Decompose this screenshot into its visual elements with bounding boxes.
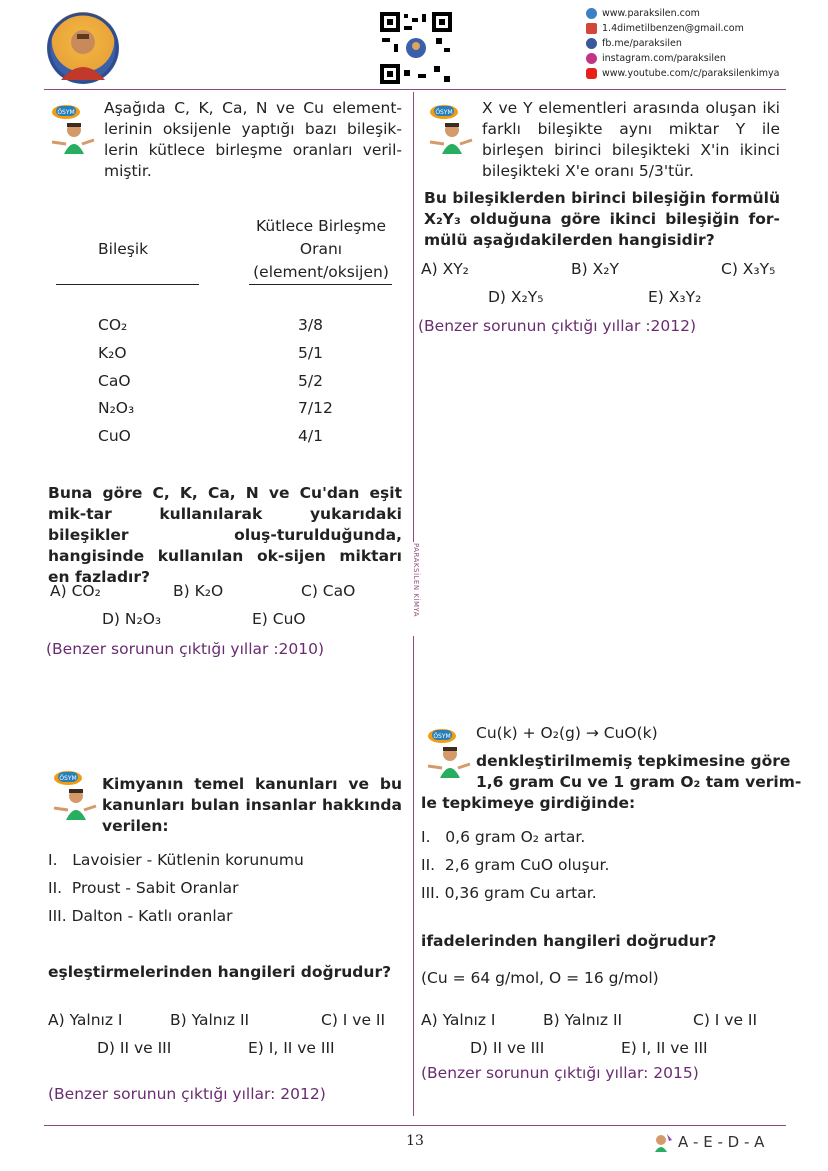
q4-reaction: Cu(k) + O₂(g) → CuO(k) — [476, 724, 658, 742]
youtube-icon — [586, 68, 597, 79]
header-rule — [44, 89, 786, 90]
q1-option-a[interactable]: A) CO₂ — [50, 582, 101, 600]
q1-option-e[interactable]: E) CuO — [252, 610, 306, 628]
q4-stem-b: 1,6 gram Cu ve 1 gram O₂ tam verim- — [476, 773, 802, 791]
q4-option-b[interactable]: B) Yalnız II — [543, 1011, 623, 1029]
q2-option-a[interactable]: A) XY₂ — [421, 260, 469, 278]
q2-option-c[interactable]: C) X₃Y₅ — [721, 260, 776, 278]
divider-label: PARAKSİLEN KİMYA — [412, 543, 420, 618]
table-row: CO₂ — [98, 316, 128, 334]
q2-years: (Benzer sorunun çıktığı yıllar :2012) — [418, 317, 697, 335]
table-row: CuO — [98, 427, 131, 445]
page-number: 13 — [406, 1133, 424, 1149]
osym-mascot-icon — [426, 728, 472, 780]
q3-option-b[interactable]: B) Yalnız II — [170, 1011, 250, 1029]
table-row: N₂O₃ — [98, 399, 135, 417]
table-row: 7/12 — [298, 399, 333, 417]
contact-list — [586, 6, 816, 81]
q3-option-a[interactable]: A) Yalnız I — [48, 1011, 123, 1029]
list-item: I. 0,6 gram O₂ artar. — [421, 828, 586, 846]
q2-option-b[interactable]: B) X₂Y — [571, 260, 619, 278]
column-divider-lower — [413, 636, 414, 1116]
svg-text:ÖSYM: ÖSYM — [57, 109, 75, 116]
table-row: 4/1 — [298, 427, 323, 445]
list-item: III. 0,36 gram Cu artar. — [421, 884, 597, 902]
q3-stem: Kimyanın temel kanunları ve bu kanunları bulan insanlar hakkında verilen: — [102, 775, 402, 835]
q1-option-c[interactable]: C) CaO — [301, 582, 356, 600]
contact-youtube[interactable]: www.youtube.com/c/paraksilenkimya — [586, 66, 816, 81]
svg-text:ÖSYM: ÖSYM — [435, 109, 453, 116]
q4-option-e[interactable]: E) I, II ve III — [621, 1039, 708, 1057]
mascot-small-icon — [652, 1132, 674, 1152]
contact-email[interactable]: 1.4dimetilbenzen@gmail.com — [586, 21, 816, 36]
author-avatar — [47, 12, 119, 84]
q4-option-c[interactable]: C) I ve II — [693, 1011, 758, 1029]
list-item: II. 2,6 gram CuO oluşur. — [421, 856, 610, 874]
contact-website[interactable]: www.paraksilen.com — [586, 6, 816, 21]
answer-key: A - E - D - A — [652, 1132, 764, 1152]
contact-instagram[interactable]: instagram.com/paraksilen — [586, 51, 816, 66]
q2-stem: X ve Y elementleri arasında oluşan iki farklı bileşikte aynı miktar Y ile birleşen birinci bileşikteki X'in ikinci bileşikteki X'e oranı 5/3'tür. — [482, 99, 780, 180]
gmail-icon — [586, 23, 597, 34]
instagram-icon — [586, 53, 597, 64]
svg-text:ÖSYM: ÖSYM — [433, 733, 451, 740]
q4-given: (Cu = 64 g/mol, O = 16 g/mol) — [421, 969, 659, 987]
q1-option-d[interactable]: D) N₂O₃ — [102, 610, 162, 628]
qr-code-icon[interactable] — [378, 10, 454, 86]
table-row: K₂O — [98, 344, 127, 362]
q3-option-e[interactable]: E) I, II ve III — [248, 1039, 335, 1057]
q2-option-e[interactable]: E) X₃Y₂ — [648, 288, 702, 306]
q4-stem-a: denkleştirilmemiş tepkimesine göre — [476, 752, 791, 770]
svg-text:ÖSYM: ÖSYM — [59, 775, 77, 782]
q4-stem-c: le tepkimeye girdiğinde: — [421, 794, 636, 812]
q1-question: Buna göre C, K, Ca, N ve Cu'dan eşit mik-tar kullanılarak yukarıdaki bileşikler oluş-turulduğunda, hangisinde kullanılan ok-sijen miktarı en fazladır? — [48, 484, 402, 586]
q1-col2-header: Kütlece Birleşme Oranı (element/oksijen) — [253, 217, 389, 281]
q4-question: ifadelerinden hangileri doğrudur? — [421, 932, 717, 950]
q1-col1-header: Bileşik — [98, 240, 149, 258]
contact-facebook[interactable]: fb.me/paraksilen — [586, 36, 816, 51]
q3-years: (Benzer sorunun çıktığı yıllar: 2012) — [48, 1085, 326, 1103]
q1-years: (Benzer sorunun çıktığı yıllar :2010) — [46, 640, 325, 658]
globe-icon — [586, 8, 597, 19]
list-item: III. Dalton - Katlı oranlar — [48, 907, 233, 925]
q3-option-c[interactable]: C) I ve II — [321, 1011, 386, 1029]
osym-mascot-icon — [52, 770, 98, 822]
q1-stem: Aşağıda C, K, Ca, N ve Cu element-lerinin oksijenle yaptığı bazı bileşik-lerin kütlece birleşme oranları veril-miştir. — [104, 99, 402, 180]
q2-question: Bu bileşiklerden birinci bileşiğin formülü X₂Y₃ olduğuna göre ikinci bileşiğin for-mülü aşağıdakilerden hangisidir? — [424, 189, 780, 249]
list-item: I. Lavoisier - Kütlenin korunumu — [48, 851, 304, 869]
table-row: 5/1 — [298, 344, 323, 362]
list-item: II. Proust - Sabit Oranlar — [48, 879, 239, 897]
table-row: 3/8 — [298, 316, 323, 334]
q2-option-d[interactable]: D) X₂Y₅ — [488, 288, 544, 306]
q4-option-d[interactable]: D) II ve III — [470, 1039, 545, 1057]
table-row: CaO — [98, 372, 131, 390]
q3-option-d[interactable]: D) II ve III — [97, 1039, 172, 1057]
footer-rule — [44, 1125, 786, 1126]
osym-mascot-icon — [428, 104, 474, 156]
q4-years: (Benzer sorunun çıktığı yıllar: 2015) — [421, 1064, 699, 1082]
column-divider — [413, 92, 414, 542]
q3-question: eşleştirmelerinden hangileri doğrudur? — [48, 963, 392, 981]
osym-mascot-icon — [50, 104, 96, 156]
q1-table-rule-left — [56, 284, 199, 285]
q1-option-b[interactable]: B) K₂O — [173, 582, 224, 600]
q1-table-rule-right — [249, 284, 392, 285]
table-row: 5/2 — [298, 372, 323, 390]
q4-option-a[interactable]: A) Yalnız I — [421, 1011, 496, 1029]
facebook-icon — [586, 38, 597, 49]
